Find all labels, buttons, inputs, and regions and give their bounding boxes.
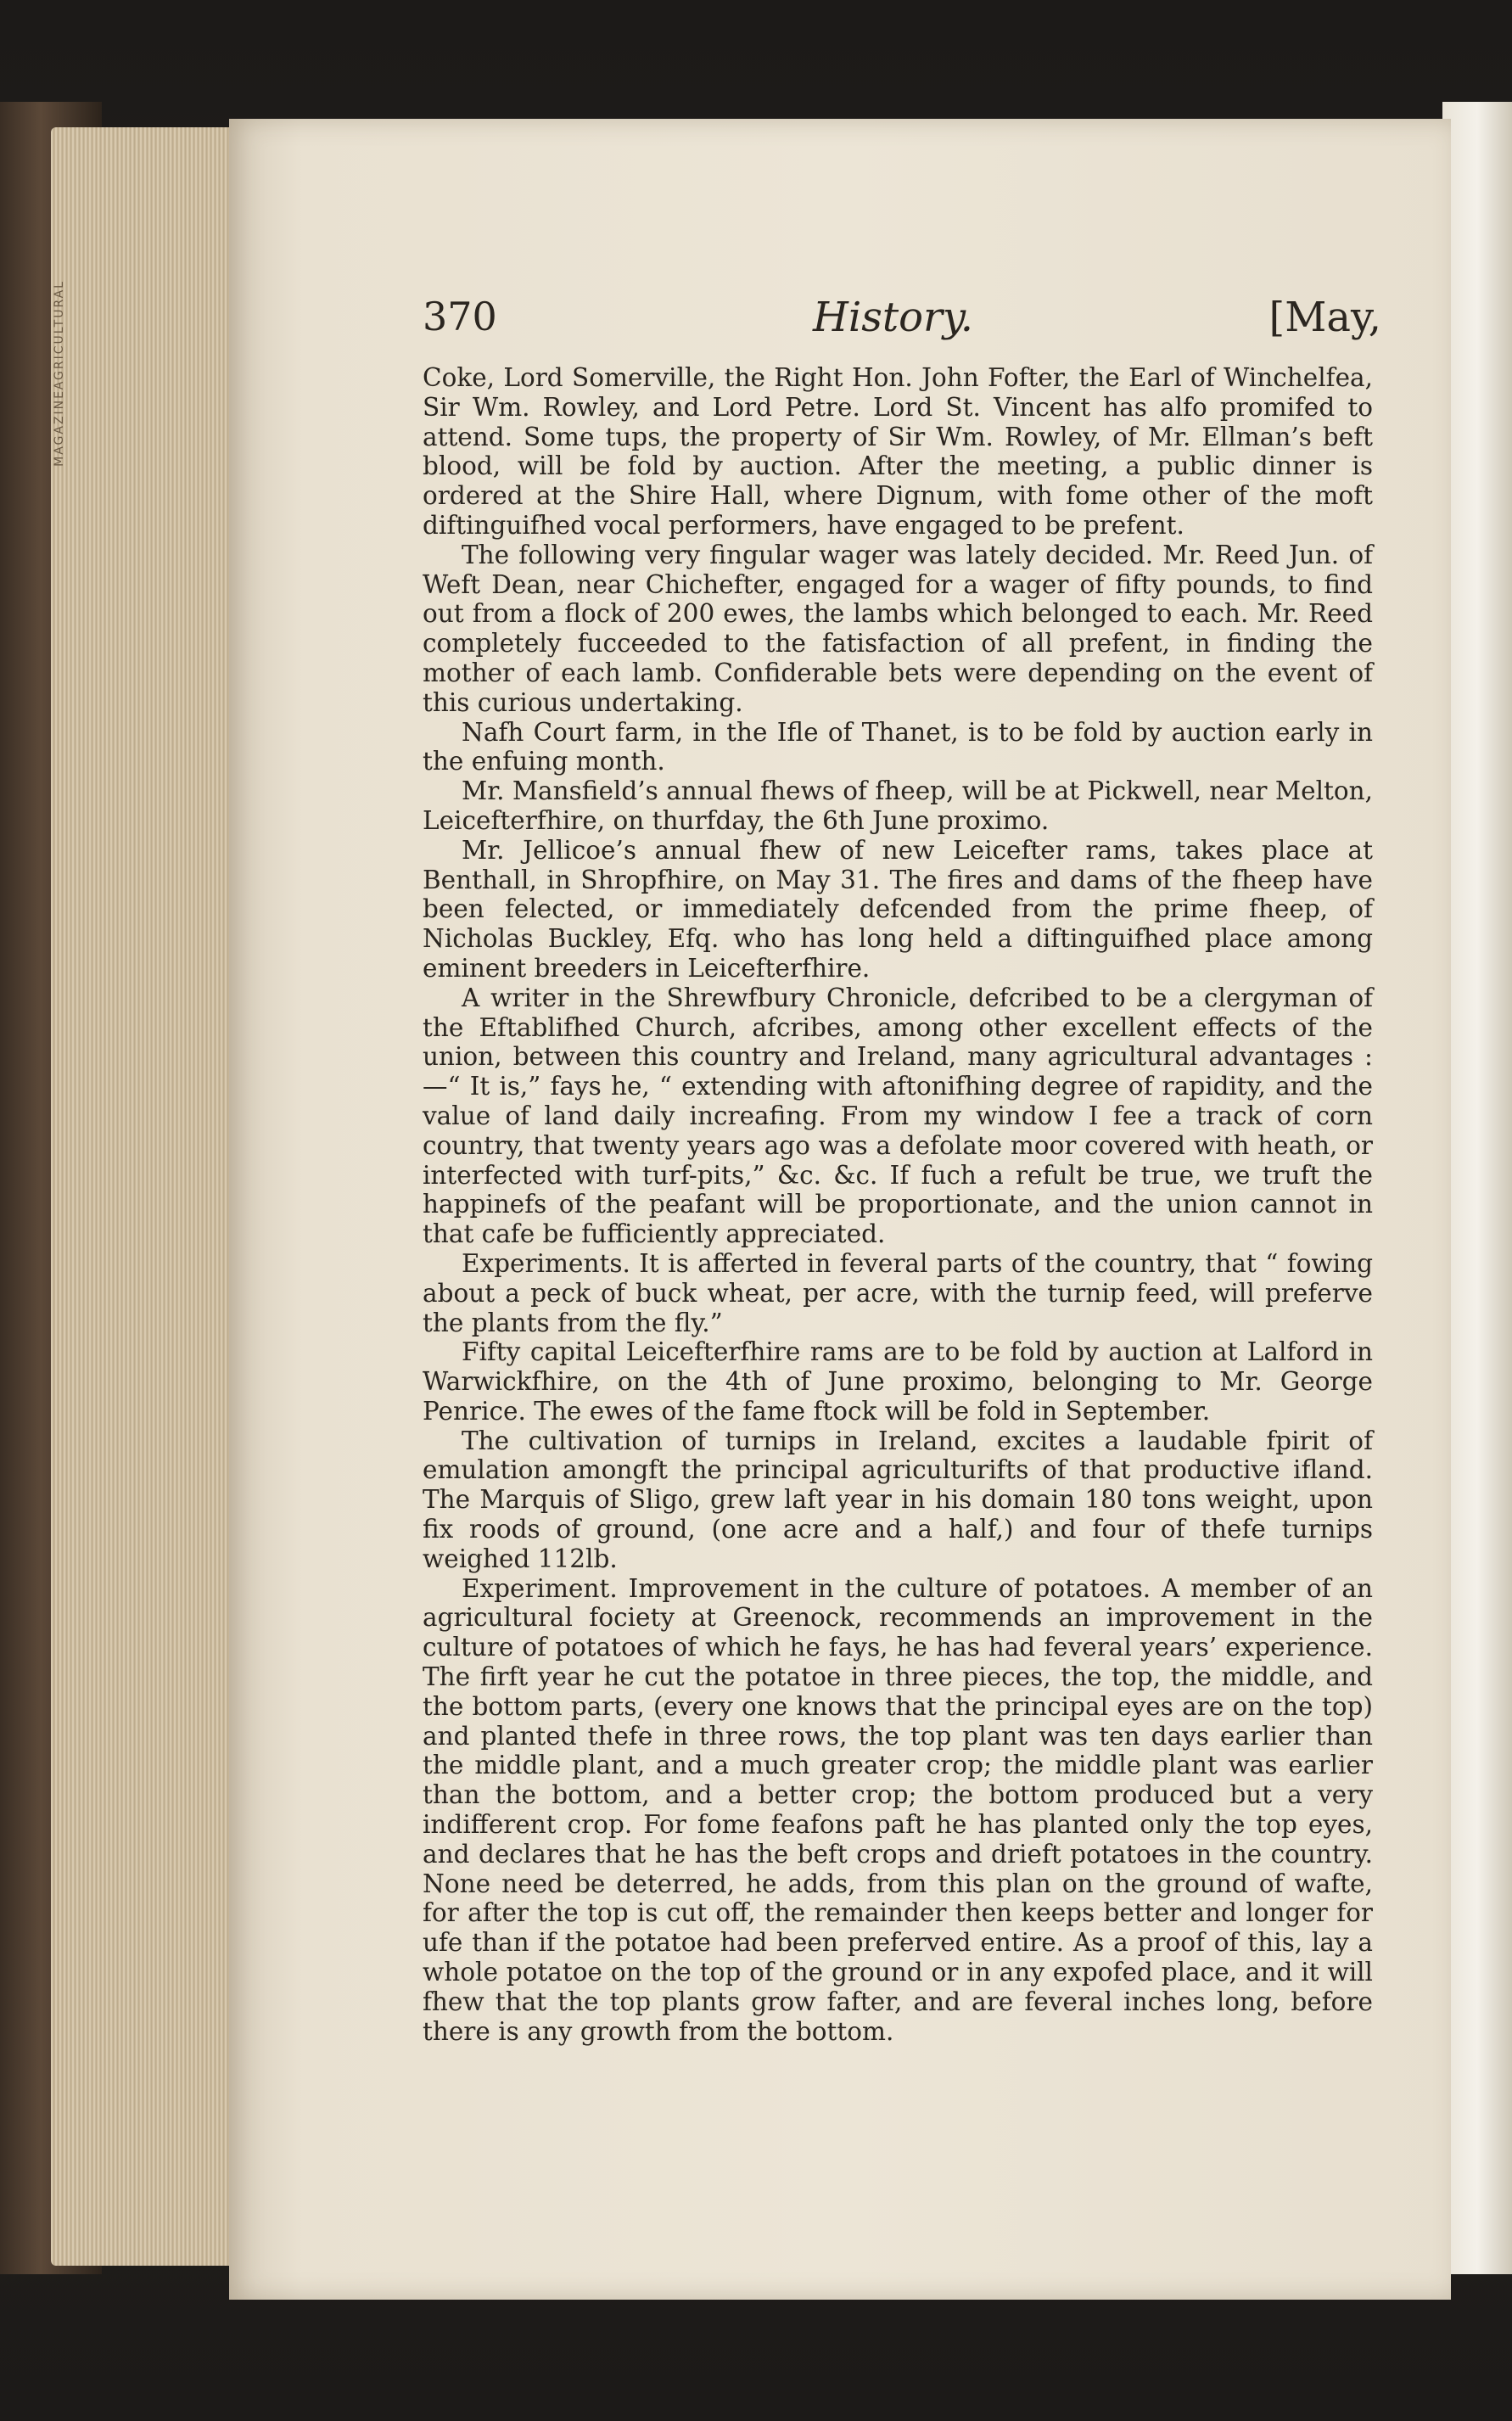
page-header bbox=[423, 289, 1381, 356]
spine-text-1: AGRICULTURAL bbox=[53, 280, 66, 390]
paragraph: Coke, Lord Somerville, the Right Hon. John Fofter, the Earl of Winchelfea, Sir Wm. Rowley, and Lord Petre. Lord St. Vincent has alfo promifed to attend. Some tups, the property of Sir Wm. Rowley, of Mr. Ellman’s beft blood, will be fold by auction. After the meeting, a public dinner is ordered at the Shire Hall, where Dignum, with fome other of the moft diftinguifhed vocal performers, have engaged to be prefent. bbox=[423, 363, 1373, 540]
page-number: 370 bbox=[423, 294, 497, 339]
spine-text-2: MAGAZINE bbox=[53, 389, 66, 468]
paragraph: Experiment. Improvement in the culture of potatoes. A member of an agricultural fociety at Greenock, recommends an improvement in the culture of potatoes of which he fays, he has had feveral years’ experience. The firft year he cut the potatoe in three pieces, the top, the middle, and the bottom parts, (every one knows that the principal eyes are on the top) and planted thefe in three rows, the top plant was ten days earlier than the middle plant, and a much greater crop; the middle plant was earlier than the bottom, and a better crop; the bottom produced but a very indifferent crop. For fome feafons paft he has planted only the top eyes, and declares that he has the beft crops and drieft potatoes in the country. None need be deterred, he adds, from this plan on the ground of wafte, for after the top is cut off, the remainder then keeps better and longer for ufe than if the potatoe had been preferved entire. As a proof of this, lay a whole potatoe on the top of the ground or in any expofed place, and it will fhew that the top plants grow fafter, and are feveral inches long, before there is any growth from the bottom. bbox=[423, 1573, 1373, 2046]
page-edges-right bbox=[1442, 102, 1512, 2274]
paragraph: The cultivation of turnips in Ireland, excites a laudable fpirit of emulation amongft the principal agriculturifts of that productive ifland. The Marquis of Sligo, grew laft year in his domain 180 tons weight, upon fix roods of ground, (one acre and a half,) and four of thefe turnips weighed 112lb. bbox=[423, 1426, 1373, 1573]
month-heading: [May, bbox=[1268, 294, 1381, 341]
paragraph: Nafh Court farm, in the Ifle of Thanet, is to be fold by auction early in the enfuing month. bbox=[423, 717, 1373, 776]
paragraph: A writer in the Shrewfbury Chronicle, defcribed to be a clergyman of the Eftablifhed Church, afcribes, among other excellent effects of the union, between this country and Ireland, many agricultural advantages :—“ It is,” fays he, “ extending with aftonifhing degree of rapidity, and the value of land daily increafing. From my window I fee a track of corn country, that twenty years ago was a defolate moor covered with heath, or interfected with turf-pits,” &c. &c. If fuch a refult be true, we truft the happinefs of the peafant will be proportionate, and the union cannot in that cafe be fufficiently appreciated. bbox=[423, 983, 1373, 1249]
paragraph: Fifty capital Leicefterfhire rams are to be fold by auction at Lalford in Warwickfhire, on the 4th of June proximo, belonging to Mr. George Penrice. The ewes of the fame ftock will be fold in September. bbox=[423, 1337, 1373, 1426]
paragraph: The following very fingular wager was lately decided. Mr. Reed Jun. of Weft Dean, near Chichefter, engaged for a wager of fifty pounds, to find out from a flock of 200 ewes, the lambs which belonged to each. Mr. Reed completely fucceeded to the fatisfaction of all prefent, in finding the mother of each lamb. Confiderable bets were depending on the event of this curious undertaking. bbox=[423, 540, 1373, 717]
paragraph: Mr. Jellicoe’s annual fhew of new Leicefter rams, takes place at Benthall, in Shropfhire, on May 31. The fires and dams of the fheep have been felected, or immediately defcended from the prime fheep, of Nicholas Buckley, Efq. who has long held a diftinguifhed place among eminent breeders in Leicefterfhire. bbox=[423, 835, 1373, 983]
body-text bbox=[423, 363, 1373, 2046]
running-head: History. bbox=[813, 294, 973, 341]
paragraph: Experiments. It is afferted in feveral parts of the country, that “ fowing about a peck of buck wheat, per acre, with the turnip feed, will preferve the plants from the fly.” bbox=[423, 1248, 1373, 1337]
spine-label bbox=[53, 280, 87, 1044]
paragraph: Mr. Mansfield’s annual fhews of fheep, will be at Pickwell, near Melton, Leicefterfhire, on thurfday, the 6th June proximo. bbox=[423, 776, 1373, 835]
